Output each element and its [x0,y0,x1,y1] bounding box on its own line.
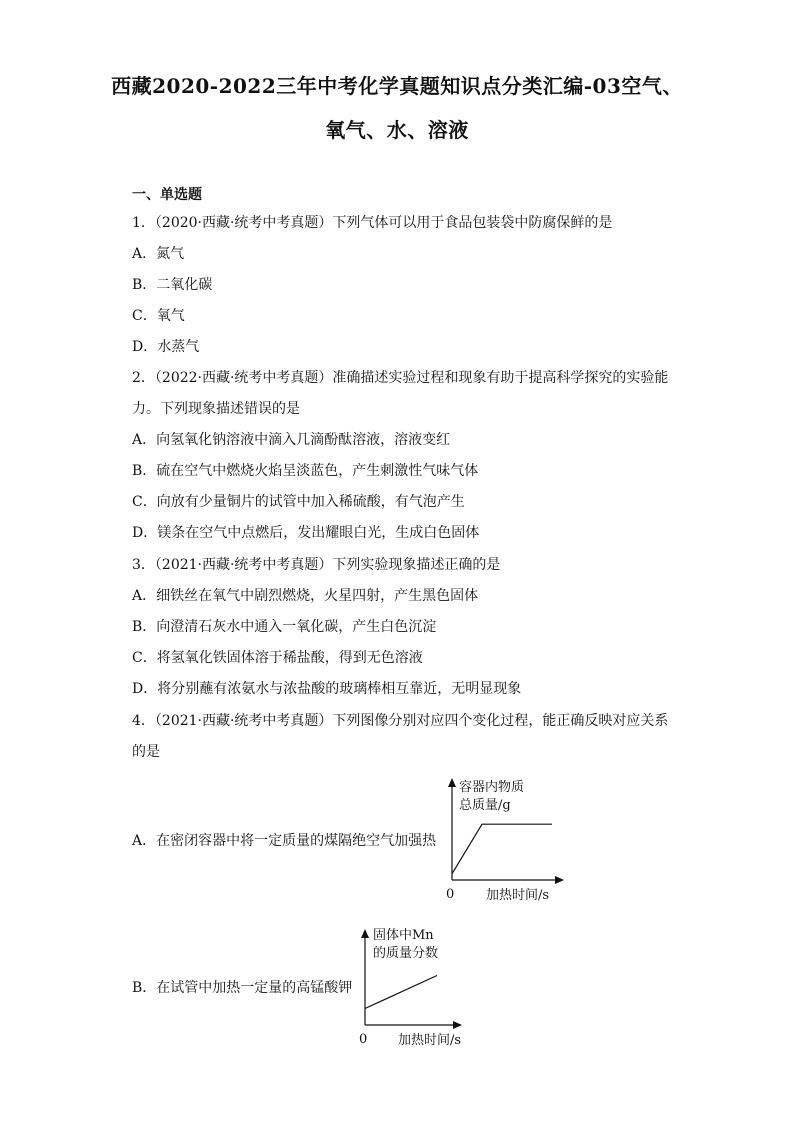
q4-option-b: B．在试管中加热一定量的高锰酸钾 [132,980,353,996]
q1-option-b: B．二氧化碳 [132,277,213,293]
chart-b-origin-label: 0 [359,1032,368,1047]
q2-option-c: C．向放有少量铜片的试管中加入稀硫酸，有气泡产生 [132,494,465,510]
section-heading: 一、单选题 [132,187,202,203]
q4-option-a: A．在密闭容器中将一定质量的煤隔绝空气加强热 [132,833,437,849]
q2-stem-line-1: 2．（2022·西藏·统考中考真题）准确描述实验过程和现象有助于提高科学探究的实验能 [132,370,669,386]
chart-b-ylabel-line-2: 的质量分数 [373,946,439,961]
chart-b-ylabel-line-1: 固体中Mn [373,928,434,943]
q1-stem: 1．（2020·西藏·统考中考真题）下列气体可以用于食品包装袋中防腐保鲜的是 [132,215,613,231]
chart-b-xlabel: 加热时间/s [398,1033,462,1048]
q3-option-a: A．细铁丝在氧气中剧烈燃烧，火星四射，产生黑色固体 [132,588,479,604]
chart-a-xlabel: 加热时间/s [486,888,550,903]
chart-a-ylabel-line-1: 容器内物质 [459,780,525,795]
chart-a-origin-label: 0 [446,887,455,902]
q3-option-b: B．向澄清石灰水中通入一氧化碳，产生白色沉淀 [132,619,437,635]
q1-option-d: D．水蒸气 [132,339,200,355]
q4-stem-line-1: 4．（2021·西藏·统考中考真题）下列图像分别对应四个变化过程，能正确反映对应关系 [132,713,669,729]
q2-option-d: D．镁条在空气中点燃后，发出耀眼白光，生成白色固体 [132,525,480,541]
q2-option-b: B．硫在空气中燃烧火焰呈淡蓝色，产生刺激性气味气体 [132,463,479,479]
q2-option-a: A．向氢氧化钠溶液中滴入几滴酚酞溶液，溶液变红 [132,432,451,448]
chart-b-x-arrow [453,1021,462,1029]
q4-stem-line-2: 的是 [132,744,160,760]
chart-a-ylabel-line-2: 总质量/g [459,798,511,813]
chart-b-series-line [365,976,437,1009]
document-title-line-2: 氧气、水、溶液 [325,118,469,142]
q3-stem: 3．（2021·西藏·统考中考真题）下列实验现象描述正确的是 [132,557,501,573]
document-title-line-1: 西藏2020-2022三年中考化学真题知识点分类汇编-03空气、 [111,74,683,98]
chart-b-y-arrow [361,929,369,938]
q1-option-a: A．氮气 [132,246,185,262]
q3-option-d: D．将分别蘸有浓氨水与浓盐酸的玻璃棒相互靠近，无明显现象 [132,681,522,697]
q1-option-c: C．氧气 [132,308,185,324]
q3-option-c: C．将氢氧化铁固体溶于稀盐酸，得到无色溶液 [132,650,423,666]
q2-stem-line-2: 力。下列现象描述错误的是 [132,401,300,417]
